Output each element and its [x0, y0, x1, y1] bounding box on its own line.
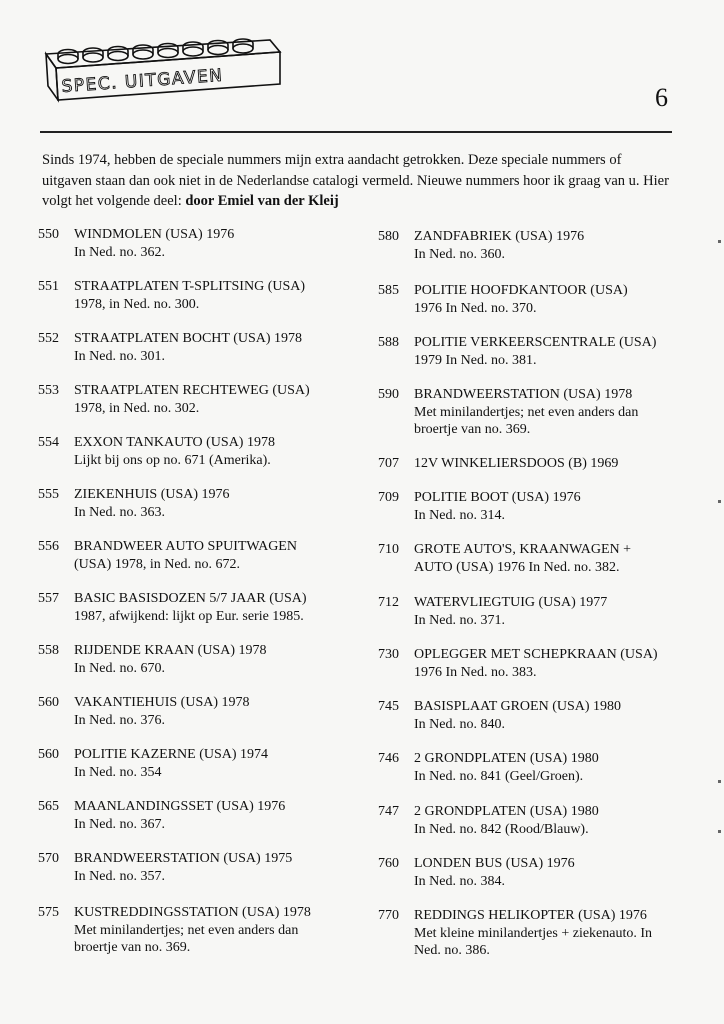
item-number: 747: [378, 804, 399, 819]
item-number: 553: [38, 383, 59, 398]
item-title: 2 GRONDPLATEN (USA) 1980: [414, 751, 599, 766]
item-number: 575: [38, 905, 59, 920]
item-title: POLITIE KAZERNE (USA) 1974: [74, 747, 269, 762]
item-title: ZANDFABRIEK (USA) 1976: [414, 229, 585, 244]
item-description: [414, 455, 678, 473]
item-detail: (USA) 1978, in Ned. no. 672.: [74, 556, 241, 572]
item-title: REDDINGS HELIKOPTER (USA) 1976: [414, 908, 647, 923]
lego-brick-icon: [44, 28, 284, 103]
item-title: STRAATPLATEN T-SPLITSING (USA): [74, 279, 306, 294]
spec-uitgaven-logo: [44, 28, 284, 103]
item-title: 12V WINKELIERSDOOS (B) 1969: [414, 456, 619, 471]
item-title: STRAATPLATEN BOCHT (USA) 1978: [74, 331, 303, 346]
item-description: [74, 746, 348, 781]
svg-text:SPEC. UITGAVEN: SPEC. UITGAVEN: [60, 65, 225, 97]
item-description: [74, 434, 348, 469]
item-number: 552: [38, 331, 59, 346]
item-detail: In Ned. no. 357.: [74, 868, 165, 884]
item-description: [74, 798, 348, 833]
item-detail: broertje van no. 369.: [74, 940, 191, 955]
item-detail: In Ned. no. 362.: [74, 244, 165, 260]
item-title: 2 GRONDPLATEN (USA) 1980: [414, 804, 599, 819]
item-title: BRANDWEERSTATION (USA) 1978: [414, 387, 633, 402]
item-title: STRAATPLATEN RECHTEWEG (USA): [74, 383, 310, 398]
item-description: [414, 489, 678, 524]
item-detail: In Ned. no. 360.: [414, 246, 505, 262]
item-number: 770: [378, 908, 399, 923]
item-description: [414, 334, 678, 369]
item-detail: Lijkt bij ons op no. 671 (Amerika).: [74, 452, 271, 468]
item-description: [74, 330, 348, 365]
intro-paragraph: [42, 150, 674, 212]
item-number: 588: [378, 335, 399, 350]
item-detail: 1978, in Ned. no. 302.: [74, 400, 200, 416]
item-number: 570: [38, 851, 59, 866]
item-title: POLITIE VERKEERSCENTRALE (USA): [414, 335, 657, 350]
item-detail: AUTO (USA) 1976 In Ned. no. 382.: [414, 559, 620, 575]
item-number: 712: [378, 595, 399, 610]
item-title: RIJDENDE KRAAN (USA) 1978: [74, 643, 267, 658]
item-title: OPLEGGER MET SCHEPKRAAN (USA): [414, 647, 658, 662]
item-title: WATERVLIEGTUIG (USA) 1977: [414, 595, 608, 610]
item-description: [74, 226, 348, 261]
item-detail: In Ned. no. 367.: [74, 816, 165, 832]
item-description: [74, 382, 348, 417]
item-detail: In Ned. no. 841 (Geel/Groen).: [414, 768, 584, 784]
item-description: [74, 642, 348, 677]
item-description: [414, 386, 678, 439]
item-title: WINDMOLEN (USA) 1976: [74, 227, 235, 242]
item-description: [74, 486, 348, 521]
item-number: 565: [38, 799, 59, 814]
item-detail: Ned. no. 386.: [414, 943, 490, 958]
item-description: [74, 904, 348, 957]
item-number: 558: [38, 643, 59, 658]
item-number: 551: [38, 279, 59, 294]
item-detail: In Ned. no. 314.: [414, 507, 505, 523]
intro-text: Sinds 1974, hebben de speciale nummers mijn extra aandacht getrokken. Deze speciale nummers of uitgaven staan dan ook niet in de Nederlandse catalogi vermeld. Nieuwe nummers hoor ik graag van u. Hier volgt het volgende deel:: [42, 152, 669, 209]
item-detail: 1979 In Ned. no. 381.: [414, 352, 537, 368]
item-detail: In Ned. no. 840.: [414, 716, 505, 732]
item-title: BASISPLAAT GROEN (USA) 1980: [414, 699, 622, 714]
item-description: [414, 750, 678, 785]
item-description: [414, 282, 678, 317]
item-detail: 1976 In Ned. no. 383.: [414, 664, 537, 680]
item-title: LONDEN BUS (USA) 1976: [414, 856, 575, 871]
item-title: KUSTREDDINGSSTATION (USA) 1978: [74, 905, 311, 920]
header-divider: [40, 131, 672, 133]
item-description: [74, 590, 348, 625]
item-number: 585: [378, 283, 399, 298]
item-number: 556: [38, 539, 59, 554]
item-number: 580: [378, 229, 399, 244]
item-detail: 1987, afwijkend: lijkt op Eur. serie 1985.: [74, 608, 304, 624]
item-detail: Met kleine minilandertjes + ziekenauto. In: [414, 925, 653, 941]
item-detail: In Ned. no. 371.: [414, 612, 505, 628]
intro-author: door Emiel van der Kleij: [185, 193, 339, 209]
item-detail: 1976 In Ned. no. 370.: [414, 300, 537, 316]
item-number: 707: [378, 456, 399, 471]
item-description: [74, 850, 348, 885]
item-detail: In Ned. no. 301.: [74, 348, 165, 364]
item-description: [414, 855, 678, 890]
item-number: 550: [38, 227, 59, 242]
item-number: 560: [38, 695, 59, 710]
item-number: 590: [378, 387, 399, 402]
item-description: [74, 538, 348, 573]
scan-speck: [718, 780, 721, 783]
page-number: 6: [655, 83, 668, 112]
item-description: [74, 278, 348, 313]
item-detail: In Ned. no. 670.: [74, 660, 165, 676]
item-description: [414, 646, 678, 681]
item-number: 557: [38, 591, 59, 606]
item-title: POLITIE HOOFDKANTOOR (USA): [414, 283, 628, 298]
scan-speck: [718, 500, 721, 503]
item-number: 709: [378, 490, 399, 505]
item-number: 560: [38, 747, 59, 762]
item-title: EXXON TANKAUTO (USA) 1978: [74, 435, 275, 450]
item-description: [414, 698, 678, 733]
item-title: MAANLANDINGSSET (USA) 1976: [74, 799, 286, 814]
item-title: GROTE AUTO'S, KRAANWAGEN +: [414, 542, 632, 557]
item-description: [414, 803, 678, 838]
item-number: 555: [38, 487, 59, 502]
item-number: 745: [378, 699, 399, 714]
item-detail: In Ned. no. 354: [74, 764, 162, 780]
item-number: 730: [378, 647, 399, 662]
item-detail: 1978, in Ned. no. 300.: [74, 296, 200, 312]
item-number: 710: [378, 542, 399, 557]
item-description: [74, 694, 348, 729]
item-number: 760: [378, 856, 399, 871]
item-title: ZIEKENHUIS (USA) 1976: [74, 487, 230, 502]
item-title: BASIC BASISDOZEN 5/7 JAAR (USA): [74, 591, 307, 606]
item-description: [414, 541, 678, 576]
item-detail: In Ned. no. 363.: [74, 504, 165, 520]
item-title: VAKANTIEHUIS (USA) 1978: [74, 695, 250, 710]
item-number: 746: [378, 751, 399, 766]
item-detail: Met minilandertjes; net even anders dan: [74, 922, 299, 938]
item-description: [414, 594, 678, 629]
item-description: [414, 907, 678, 960]
scan-speck: [718, 240, 721, 243]
item-detail: In Ned. no. 842 (Rood/Blauw).: [414, 821, 589, 837]
item-detail: broertje van no. 369.: [414, 422, 531, 437]
item-number: 554: [38, 435, 59, 450]
item-title: BRANDWEERSTATION (USA) 1975: [74, 851, 293, 866]
item-detail: Met minilandertjes; net even anders dan: [414, 404, 639, 420]
item-title: BRANDWEER AUTO SPUITWAGEN: [74, 539, 297, 554]
item-detail: In Ned. no. 376.: [74, 712, 165, 728]
item-description: [414, 228, 678, 263]
scan-speck: [718, 830, 721, 833]
item-title: POLITIE BOOT (USA) 1976: [414, 490, 581, 505]
item-detail: In Ned. no. 384.: [414, 873, 505, 889]
